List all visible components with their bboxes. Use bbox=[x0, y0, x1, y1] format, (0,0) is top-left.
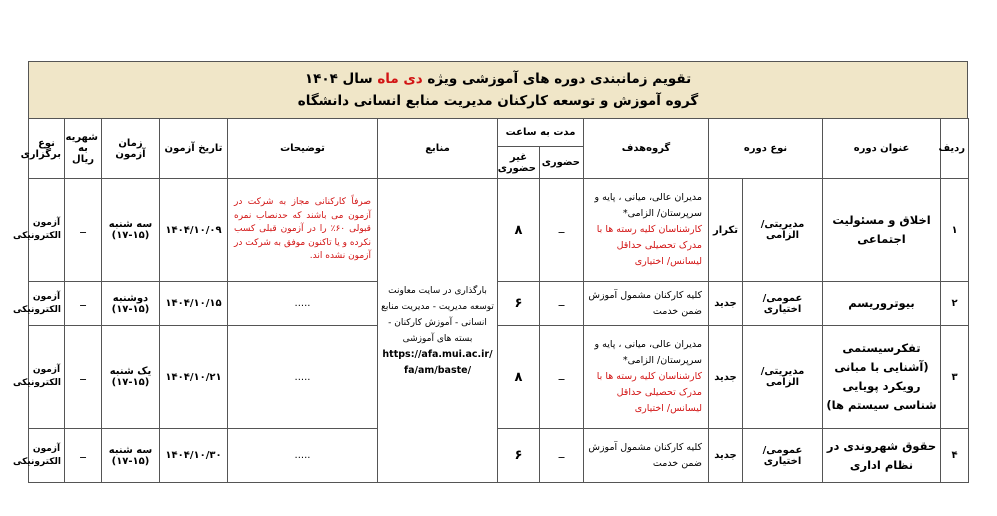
course-status: جدید bbox=[709, 282, 743, 326]
course-status: تکرار bbox=[709, 179, 743, 282]
notes: ..... bbox=[228, 326, 378, 429]
header-duration: مدت به ساعت bbox=[498, 119, 584, 147]
exam-time bbox=[102, 429, 160, 483]
course-status: جدید bbox=[709, 326, 743, 429]
title-line-2: گروه آموزش و توسعه کارکنان مدیریت منابع انسانی دانشگاه bbox=[297, 93, 699, 109]
source-text: بارگذاری در سایت معاونت توسعه مدیریت - مدیریت منابع انسانی - آموزش کارکنان - بسته های آموزشی bbox=[381, 285, 494, 344]
source-cell bbox=[378, 179, 498, 483]
target-group-required: کلیه کارکنان مشمول آموزش ضمن خدمت bbox=[588, 289, 702, 317]
exam-hours: (۱۷-۱۵) bbox=[111, 377, 150, 388]
in-person-hours: ــ bbox=[540, 179, 584, 282]
exam-day: یک شنبه bbox=[109, 366, 152, 377]
title-year: سال ۱۴۰۴ bbox=[304, 71, 373, 87]
target-group bbox=[584, 326, 709, 429]
exam-date: ۱۴۰۴/۱۰/۳۰ bbox=[160, 429, 228, 483]
notes: ..... bbox=[228, 429, 378, 483]
exam-date: ۱۴۰۴/۱۰/۱۵ bbox=[160, 282, 228, 326]
exam-day: دوشنبه bbox=[112, 292, 149, 304]
held-type: آزمون الکترونیکی bbox=[29, 326, 65, 429]
header-target-group: گروه‌هدف bbox=[584, 119, 709, 179]
header-in-person: حضوری bbox=[540, 147, 584, 179]
held-type: آزمون الکترونیکی bbox=[29, 282, 65, 326]
row-number: ۳ bbox=[941, 326, 969, 429]
row-number: ۱ bbox=[941, 179, 969, 282]
exam-date: ۱۴۰۴/۱۰/۲۱ bbox=[160, 326, 228, 429]
target-group-required: مدیران عالی، میانی ، پایه و سرپرستان/ الزامی* bbox=[594, 192, 702, 219]
course-title: اخلاق و مسئولیت اجتماعی bbox=[823, 179, 941, 282]
exam-day: سه شنبه bbox=[108, 219, 153, 230]
course-title: حقوق شهروندی در نظام اداری bbox=[823, 429, 941, 483]
table-row bbox=[29, 326, 969, 429]
target-group-optional: کارشناسان کلیه رسته ها با مدرک تحصیلی حداقل لیسانس/ اختیاری bbox=[596, 224, 702, 267]
source-link[interactable]: https://afa.mui.ac.ir/fa/am/baste/ bbox=[382, 348, 493, 376]
title-line-1 bbox=[305, 68, 691, 90]
in-person-hours: ــ bbox=[540, 326, 584, 429]
schedule-document bbox=[13, 61, 968, 483]
header-not-in-person: غیر حضوری bbox=[498, 147, 540, 179]
course-status: جدید bbox=[709, 429, 743, 483]
exam-time bbox=[102, 179, 160, 282]
exam-time bbox=[102, 326, 160, 429]
header-notes: توضیحات bbox=[228, 119, 378, 179]
header-row-number: ردیف bbox=[941, 119, 969, 179]
exam-day: سه شنبه bbox=[108, 444, 153, 456]
header-exam-date: تاریخ آزمون bbox=[160, 119, 228, 179]
table-row bbox=[29, 179, 969, 282]
target-group-required: کلیه کارکنان مشمول آموزش ضمن خدمت bbox=[588, 441, 702, 469]
notes: ..... bbox=[228, 282, 378, 326]
target-group bbox=[584, 282, 709, 326]
target-group-required: مدیران عالی، میانی ، پایه و سرپرستان/ الزامی* bbox=[594, 339, 702, 366]
exam-hours: (۱۷-۱۵) bbox=[111, 455, 150, 467]
exam-hours: (۱۷-۱۵) bbox=[111, 303, 150, 315]
row-number: ۲ bbox=[941, 282, 969, 326]
not-in-person-hours: ۸ bbox=[498, 326, 540, 429]
fee: ــ bbox=[65, 282, 102, 326]
course-title: بیوتروریسم bbox=[823, 282, 941, 326]
not-in-person-hours: ۶ bbox=[498, 282, 540, 326]
held-type: آزمون الکترونیکی bbox=[29, 179, 65, 282]
exam-time bbox=[102, 282, 160, 326]
course-type: مدیریتی/الزامی bbox=[743, 179, 823, 282]
header-held-type: نوع برگزاری bbox=[29, 119, 65, 179]
not-in-person-hours: ۶ bbox=[498, 429, 540, 483]
target-group bbox=[584, 179, 709, 282]
course-type: مدیریتی/الزامی bbox=[743, 326, 823, 429]
target-group bbox=[584, 429, 709, 483]
held-type: آزمون الکترونیکی bbox=[29, 429, 65, 483]
fee: ــ bbox=[65, 326, 102, 429]
header-fee: شهریه به ریال bbox=[65, 119, 102, 179]
course-type: عمومی/اختیاری bbox=[743, 429, 823, 483]
course-type: عمومی/اختیاری bbox=[743, 282, 823, 326]
table-row bbox=[29, 282, 969, 326]
in-person-hours: ــ bbox=[540, 429, 584, 483]
header-course-type: نوع دوره bbox=[709, 119, 823, 179]
header-course-title: عنوان دوره bbox=[823, 119, 941, 179]
notes: صرفاً کارکنانی مجاز به شرکت در آزمون می باشند که حدنصاب نمره قبولی ۶۰٪ را در آزمون قبلی کسب نکرده و یا تاکنون موفق به شرکت در آزمون نشده اند. bbox=[228, 179, 378, 282]
fee: ــ bbox=[65, 179, 102, 282]
exam-date: ۱۴۰۴/۱۰/۰۹ bbox=[160, 179, 228, 282]
target-group-optional: کارشناسان کلیه رسته ها با مدرک تحصیلی حداقل لیسانس/ اختیاری bbox=[596, 371, 702, 414]
header-source: منابع bbox=[378, 119, 498, 179]
in-person-hours: ــ bbox=[540, 282, 584, 326]
course-title: تفکرسیستمی (آشنایی با مبانی رویکرد پویایی شناسی سیستم ها) bbox=[823, 326, 941, 429]
header-exam-time: زمان آزمون bbox=[102, 119, 160, 179]
title-prefix: تقویم زمانبندی دوره های آموزشی ویژه bbox=[427, 71, 692, 87]
schedule-table bbox=[13, 118, 969, 483]
not-in-person-hours: ۸ bbox=[498, 179, 540, 282]
fee: ــ bbox=[65, 429, 102, 483]
row-number: ۴ bbox=[941, 429, 969, 483]
title-block bbox=[28, 61, 968, 118]
exam-hours: (۱۷-۱۵) bbox=[111, 230, 150, 241]
title-month: دی ماه bbox=[377, 71, 423, 87]
table-row bbox=[29, 429, 969, 483]
